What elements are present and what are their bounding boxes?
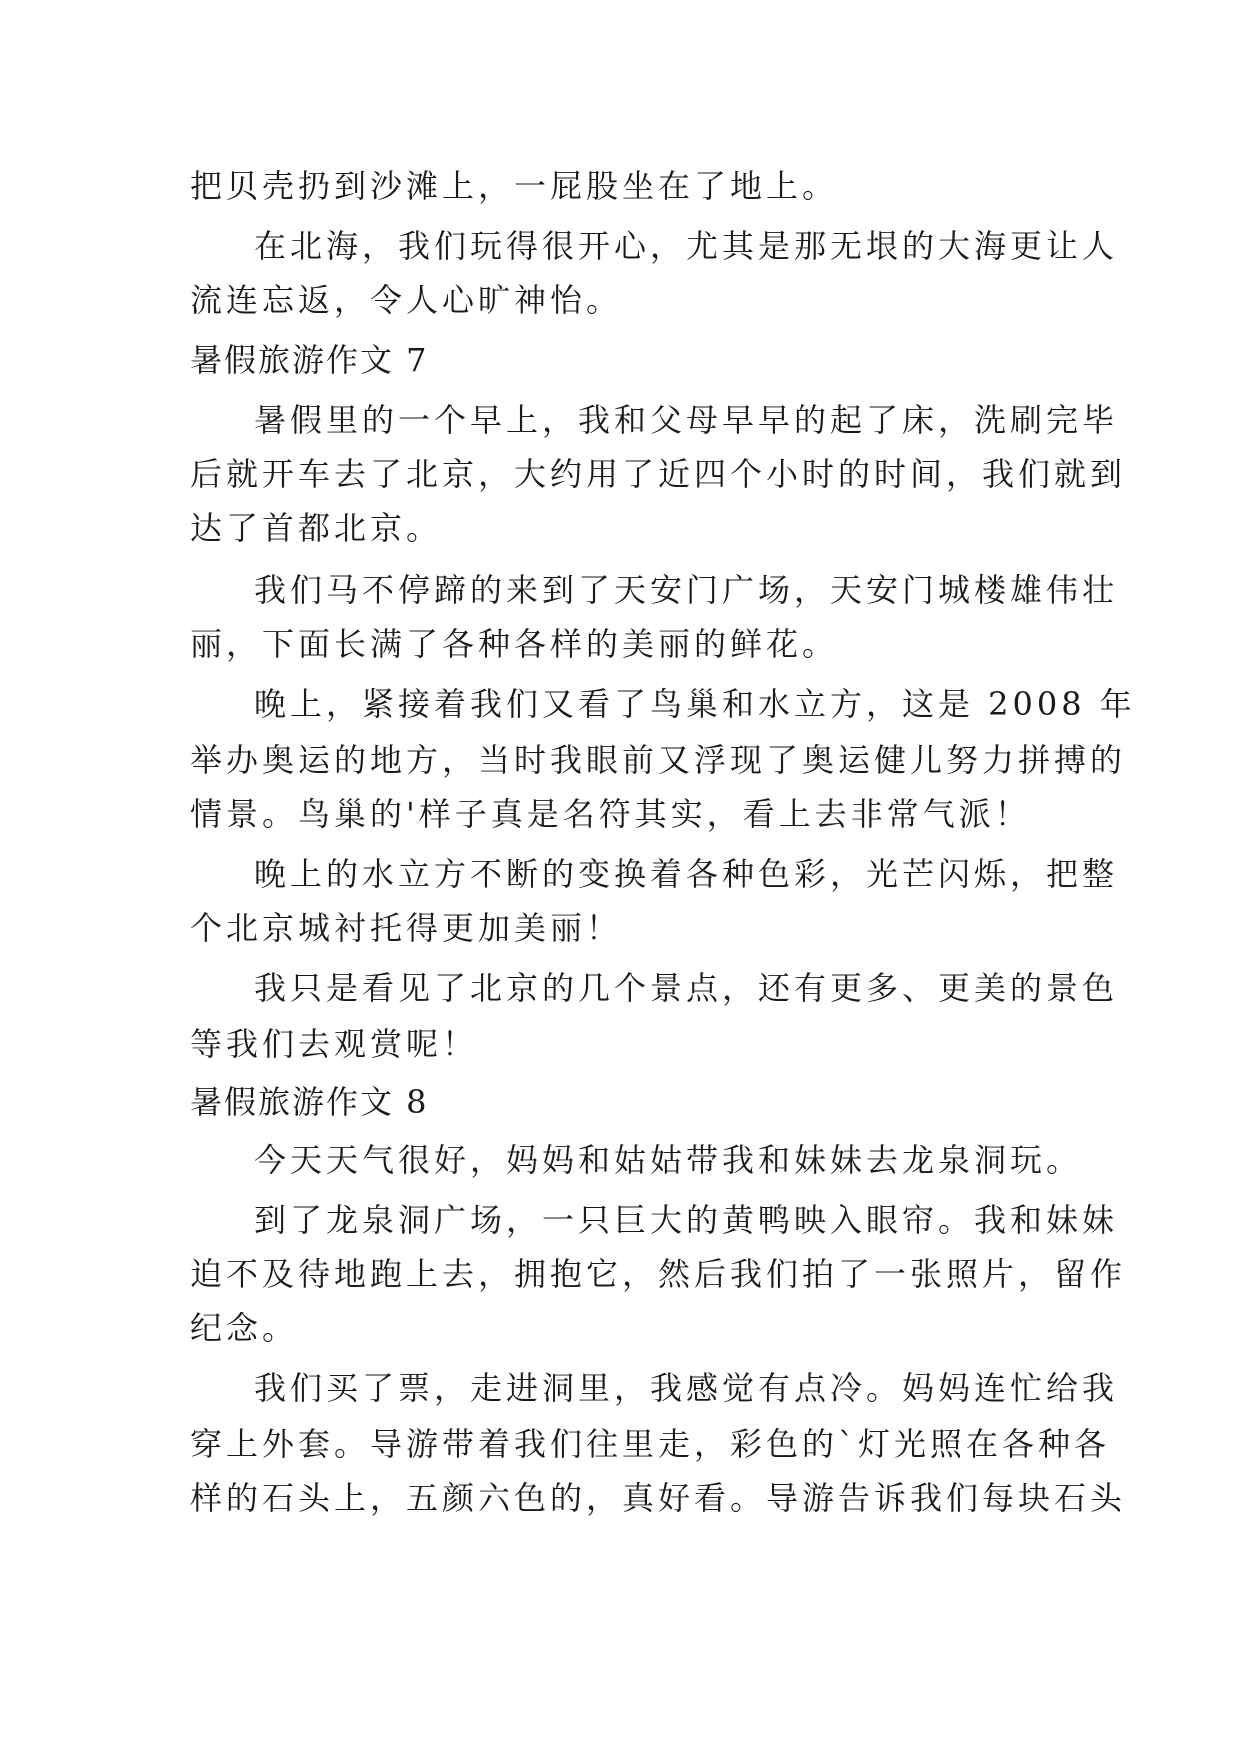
paragraph-line: 个北京城衬托得更加美丽！: [190, 909, 623, 947]
section-heading: 暑假旅游作文 8: [190, 1083, 429, 1121]
paragraph-line: 纪念。: [190, 1309, 299, 1347]
paragraph-line: 流连忘返，令人心旷神怡。: [190, 281, 623, 319]
paragraph-line: 情景。鸟巢的'样子真是名符其实，看上去非常气派！: [190, 795, 1031, 833]
paragraph-line: 今天天气很好，妈妈和姑姑带我和妹妹去龙泉洞玩。: [254, 1141, 1083, 1179]
paragraph-line: 在北海，我们玩得很开心，尤其是那无垠的大海更让人: [254, 227, 1119, 265]
paragraph-line: 晚上，紧接着我们又看了鸟巢和水立方，这是 2008 年: [254, 685, 1136, 723]
paragraph-line: 丽，下面长满了各种各样的美丽的鲜花。: [190, 625, 839, 663]
paragraph-line: 我只是看见了北京的几个景点，还有更多、更美的景色: [254, 969, 1119, 1007]
paragraph-line: 把贝壳扔到沙滩上，一屁股坐在了地上。: [190, 167, 839, 205]
paragraph-line: 后就开车去了北京，大约用了近四个小时的时间，我们就到: [190, 455, 1127, 493]
paragraph-line: 穿上外套。导游带着我们往里走，彩色的`灯光照在各种各: [190, 1425, 1111, 1463]
paragraph-line: 迫不及待地跑上去，拥抱它，然后我们拍了一张照片，留作: [190, 1255, 1127, 1293]
section-heading: 暑假旅游作文 7: [190, 341, 429, 379]
paragraph-line: 暑假里的一个早上，我和父母早早的起了床，洗刷完毕: [254, 401, 1119, 439]
paragraph-line: 样的石头上，五颜六色的，真好看。导游告诉我们每块石头: [190, 1479, 1127, 1517]
paragraph-line: 晚上的水立方不断的变换着各种色彩，光芒闪烁，把整: [254, 855, 1119, 893]
paragraph-line: 我们马不停蹄的来到了天安门广场，天安门城楼雄伟壮: [254, 571, 1119, 609]
paragraph-line: 达了首都北京。: [190, 509, 443, 547]
paragraph-line: 我们买了票，走进洞里，我感觉有点冷。妈妈连忙给我: [254, 1369, 1119, 1407]
paragraph-line: 到了龙泉洞广场，一只巨大的黄鸭映入眼帘。我和妹妹: [254, 1201, 1119, 1239]
paragraph-line: 等我们去观赏呢！: [190, 1025, 479, 1063]
paragraph-line: 举办奥运的地方，当时我眼前又浮现了奥运健儿努力拼搏的: [190, 741, 1127, 779]
